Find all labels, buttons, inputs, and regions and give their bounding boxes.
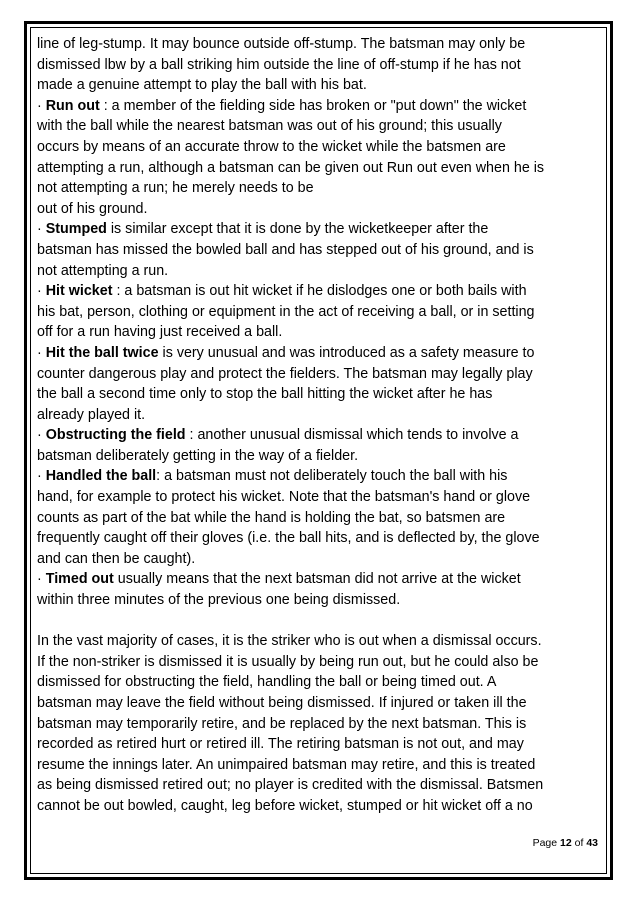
text-run: counter dangerous play and protect the fielders. The batsman may legally play bbox=[37, 365, 533, 382]
text-line bbox=[37, 528, 602, 549]
text-line bbox=[37, 714, 602, 735]
text-line bbox=[37, 34, 602, 55]
text-line bbox=[37, 261, 602, 282]
text-run: · bbox=[37, 221, 46, 238]
text-run: dismissed for obstructing the field, handling the ball or being timed out. A bbox=[37, 674, 497, 691]
paragraph-gap bbox=[37, 611, 602, 632]
text-line bbox=[37, 487, 602, 508]
text-run: is very unusual and was introduced as a safety measure to bbox=[158, 344, 535, 361]
text-run: hand, for example to protect his wicket. Note that the batsman's hand or glove bbox=[37, 489, 531, 506]
text-run: his bat, person, clothing or equipment in the act of receiving a ball, or in setting bbox=[37, 303, 535, 320]
document-body bbox=[37, 34, 602, 817]
term-heading: Hit wicket bbox=[45, 283, 113, 300]
text-line bbox=[37, 219, 602, 240]
text-run: already played it. bbox=[37, 406, 146, 423]
term-heading: Handled the ball bbox=[45, 468, 157, 485]
text-run: counts as part of the bat while the hand is holding the bat, so batsmen are bbox=[37, 509, 506, 526]
text-line bbox=[37, 672, 602, 693]
text-run: within three minutes of the previous one being dismissed. bbox=[37, 592, 401, 609]
text-line bbox=[37, 755, 602, 776]
page-total: 43 bbox=[586, 837, 598, 849]
text-run: cannot be out bowled, caught, leg before wicket, stumped or hit wicket off a no bbox=[37, 797, 533, 814]
text-run: as being dismissed retired out; no player is credited with the dismissal. Batsmen bbox=[37, 777, 544, 794]
text-line bbox=[37, 199, 602, 220]
text-line bbox=[37, 364, 602, 385]
text-run: resume the innings later. An unimpaired batsman may retire, and this is treated bbox=[37, 756, 536, 773]
page-label: Page bbox=[532, 837, 561, 849]
text-line bbox=[37, 322, 602, 343]
text-run: · bbox=[37, 283, 46, 300]
text-run: attempting a run, although a batsman can be given out Run out even when he is bbox=[37, 159, 545, 176]
text-run: : another unusual dismissal which tends to involve a bbox=[185, 427, 519, 444]
text-line bbox=[37, 549, 602, 570]
text-line bbox=[37, 569, 602, 590]
text-line bbox=[37, 631, 602, 652]
page-current: 12 bbox=[560, 837, 572, 849]
text-line bbox=[37, 405, 602, 426]
text-run: : a batsman is out hit wicket if he dislodges one or both bails with bbox=[112, 283, 527, 300]
text-run: batsman has missed the bowled ball and has stepped out of his ground, and is bbox=[37, 241, 534, 258]
text-line bbox=[37, 425, 602, 446]
text-line bbox=[37, 508, 602, 529]
term-heading: Hit the ball twice bbox=[45, 344, 159, 361]
text-line bbox=[37, 652, 602, 673]
text-run: with the ball while the nearest batsman was out of his ground; this usually bbox=[37, 118, 502, 135]
text-run: In the vast majority of cases, it is the striker who is out when a dismissal occurs. bbox=[37, 633, 542, 650]
text-line bbox=[37, 75, 602, 96]
text-line bbox=[37, 466, 602, 487]
text-line bbox=[37, 446, 602, 467]
text-run: off for a run having just received a ball. bbox=[37, 324, 283, 341]
text-run: · bbox=[37, 97, 46, 114]
text-run: made a genuine attempt to play the ball with his bat. bbox=[37, 77, 367, 94]
text-line bbox=[37, 384, 602, 405]
term-heading: Timed out bbox=[45, 571, 114, 588]
text-line bbox=[37, 590, 602, 611]
text-run: · bbox=[37, 427, 46, 444]
text-run: usually means that the next batsman did not arrive at the wicket bbox=[113, 571, 521, 588]
text-line bbox=[37, 178, 602, 199]
text-run: · bbox=[37, 344, 46, 361]
text-run: not attempting a run. bbox=[37, 262, 169, 279]
text-run: If the non-striker is dismissed it is usually by being run out, but he could also be bbox=[37, 653, 539, 670]
text-line bbox=[37, 796, 602, 817]
term-heading: Obstructing the field bbox=[45, 427, 186, 444]
text-line bbox=[37, 302, 602, 323]
text-run: not attempting a run; he merely needs to be bbox=[37, 180, 314, 197]
text-line bbox=[37, 281, 602, 302]
text-line bbox=[37, 734, 602, 755]
text-run: occurs by means of an accurate throw to the wicket while the batsmen are bbox=[37, 138, 506, 155]
text-run: batsman may temporarily retire, and be replaced by the next batsman. This is bbox=[37, 715, 527, 732]
page-footer bbox=[533, 836, 598, 850]
text-run: and can then be caught). bbox=[37, 550, 196, 567]
text-line bbox=[37, 137, 602, 158]
text-line bbox=[37, 96, 602, 117]
text-line bbox=[37, 775, 602, 796]
term-heading: Stumped bbox=[45, 221, 107, 238]
text-run: the ball a second time only to stop the ball hitting the wicket after he has bbox=[37, 386, 493, 403]
text-line bbox=[37, 55, 602, 76]
text-run: · bbox=[37, 468, 46, 485]
text-run: out of his ground. bbox=[37, 200, 148, 217]
text-run: batsman may leave the field without being dismissed. If injured or taken ill the bbox=[37, 695, 527, 711]
text-run: dismissed lbw by a ball striking him outside the line of off-stump if he has not bbox=[37, 56, 521, 73]
text-run: is similar except that it is done by the wicketkeeper after the bbox=[106, 221, 489, 238]
text-run: · bbox=[37, 571, 46, 588]
text-line bbox=[37, 116, 602, 137]
text-line bbox=[37, 693, 602, 714]
text-run: recorded as retired hurt or retired ill. The retiring batsman is not out, and may bbox=[37, 736, 524, 753]
text-run: frequently caught off their gloves (i.e. the ball hits, and is deflected by, the glove bbox=[37, 530, 540, 547]
text-run: : a batsman must not deliberately touch the ball with his bbox=[156, 468, 508, 485]
text-line bbox=[37, 343, 602, 364]
page-separator: of bbox=[571, 837, 587, 849]
text-line bbox=[37, 240, 602, 261]
term-heading: Run out bbox=[45, 97, 100, 114]
text-run: batsman deliberately getting in the way of a fielder. bbox=[37, 447, 359, 464]
text-line bbox=[37, 158, 602, 179]
text-run: line of leg-stump. It may bounce outside off-stump. The batsman may only be bbox=[37, 36, 526, 52]
text-run: : a member of the fielding side has broken or "put down" the wicket bbox=[99, 97, 527, 114]
